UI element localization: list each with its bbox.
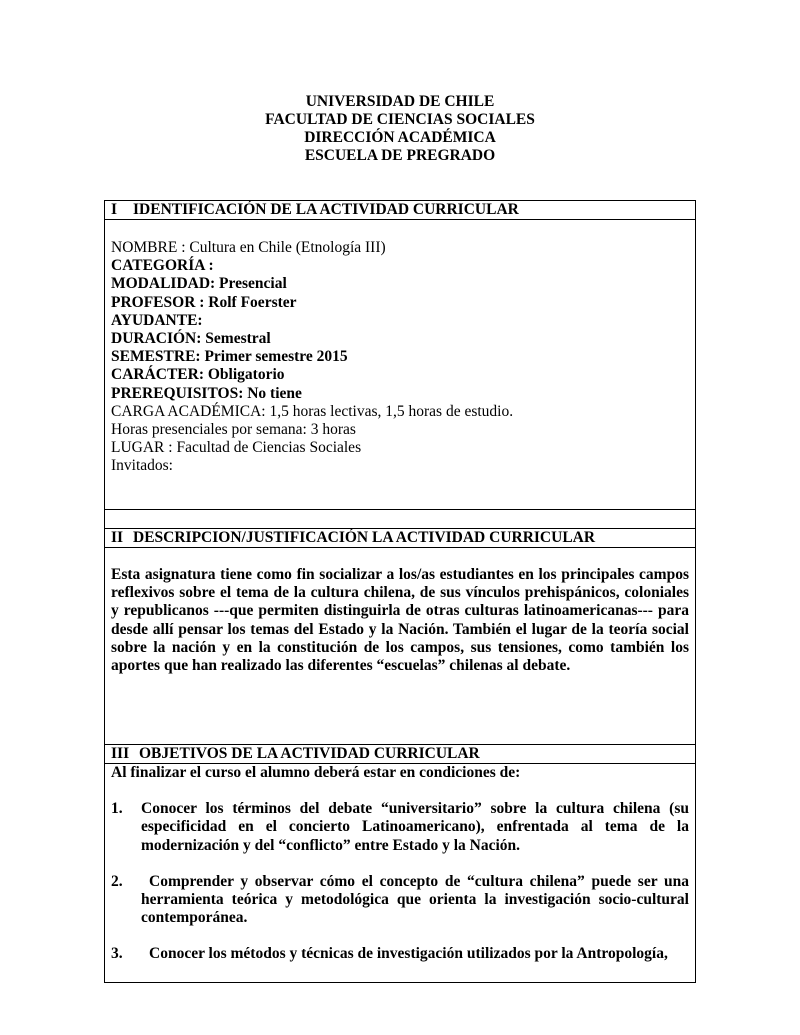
section2-number: II [111, 529, 124, 546]
faculty-name: FACULTAD DE CIENCIAS SOCIALES [265, 111, 535, 128]
section3-number: III [111, 745, 130, 762]
section1-number: I [111, 201, 118, 218]
objective-number: 3. [111, 945, 123, 963]
info-caracter: CARÁCTER: Obligatorio [111, 366, 285, 384]
objective-item [111, 945, 689, 963]
info-duracion: DURACIÓN: Semestral [111, 330, 271, 348]
info-carga-academica: CARGA ACADÉMICA: 1,5 horas lectivas, 1,5 horas de estudio. [111, 402, 514, 420]
directorate-name: DIRECCIÓN ACADÉMICA [304, 129, 496, 146]
section2-title-text: DESCRIPCION/JUSTIFICACIÓN LA ACTIVIDAD CURRICULAR [133, 529, 596, 546]
objective-number: 2. [111, 872, 123, 890]
section3-title-text: OBJETIVOS DE LA ACTIVIDAD CURRICULAR [139, 745, 480, 762]
info-prerequisitos: PREREQUISITOS: No tiene [111, 384, 302, 402]
objective-item [111, 800, 689, 855]
info-horas-presenciales: Horas presenciales por semana: 3 horas [111, 421, 356, 439]
section1-title [105, 201, 696, 220]
objectives-intro: Al finalizar el curso el alumno deberá estar en condiciones de: [111, 764, 521, 781]
section1-title-text: IDENTIFICACIÓN DE LA ACTIVIDAD CURRICULAR [133, 201, 519, 218]
curriculum-table [104, 200, 696, 983]
info-ayudante: AYUDANTE: [111, 311, 203, 329]
objectives-content [105, 764, 696, 983]
objective-text: Comprender y observar cómo el concepto de “cultura chilena” puede ser una herramienta teórica y metodológica que orienta la investigación socio-cultural contemporánea. [141, 872, 689, 927]
identification-info [105, 220, 696, 510]
objective-number: 1. [111, 800, 123, 818]
info-profesor: PROFESOR : Rolf Foerster [111, 293, 297, 311]
description-text: Esta asignatura tiene como fin socializar a los/as estudiantes en los principales campos reflexivos sobre el tema de la cultura chilena, de sus vínculos prehispánicos, coloniales y republicanos ---que permiten distinguirla de otras culturas latinoamericanas--- para desde allí pensar los temas del Estado y la Nación. También el lugar de la teoría social sobre la nación y en la constitución de los campos, sus tensiones, como también los aportes que han realizado las diferentes “escuelas” chilenas al debate. [105, 548, 696, 745]
info-categoria: CATEGORÍA : [111, 257, 214, 275]
info-lugar: LUGAR : Facultad de Ciencias Sociales [111, 439, 362, 457]
document-header [0, 93, 800, 165]
objective-text: Conocer los métodos y técnicas de investigación utilizados por la Antropología, [149, 945, 668, 963]
info-nombre: NOMBRE : Cultura en Chile (Etnología III) [111, 239, 386, 256]
info-modalidad: MODALIDAD: Presencial [111, 275, 287, 293]
objectives-list [111, 800, 689, 963]
info-semestre: SEMESTRE: Primer semestre 2015 [111, 348, 348, 366]
objective-item [111, 873, 689, 928]
objective-text: Conocer los términos del debate “universitario” sobre la cultura chilena (su especificidad en el concierto Latinoamericano), enfrentada al tema de la modernización y del “conflicto” entre Estado y la Nación. [141, 800, 689, 854]
university-name: UNIVERSIDAD DE CHILE [305, 93, 495, 110]
blank-row [105, 510, 696, 529]
section2-title [105, 529, 696, 548]
section3-title [105, 745, 696, 764]
school-name: ESCUELA DE PREGRADO [304, 147, 496, 164]
info-invitados: Invitados: [111, 457, 173, 475]
